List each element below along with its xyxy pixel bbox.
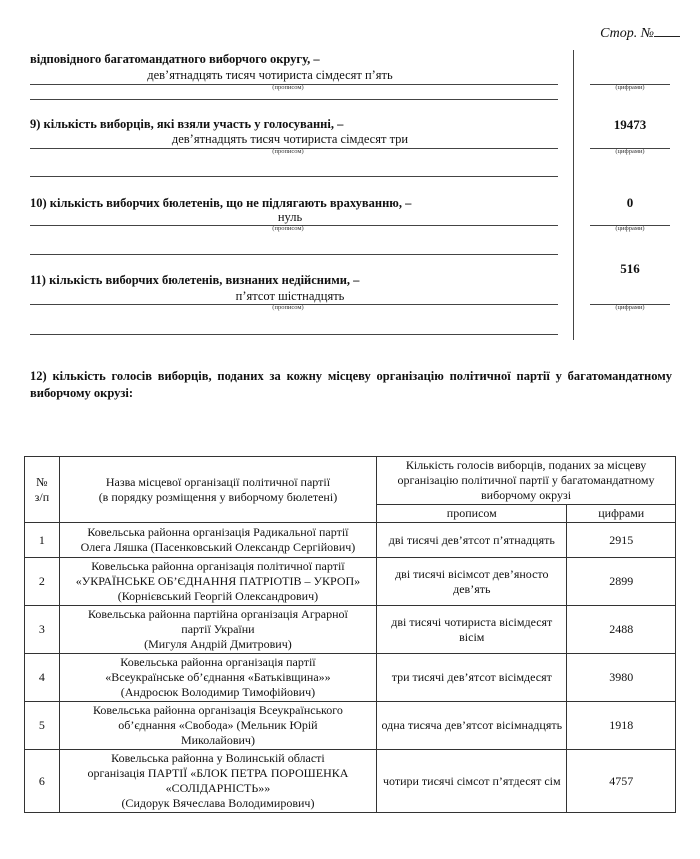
section-11-caption-words: (прописом) <box>272 304 304 311</box>
results-table <box>24 456 676 813</box>
row-number: 4 <box>25 654 60 702</box>
row-party-name-line: Ковельська районна у Волинській області <box>111 751 325 765</box>
row-party-name-line: об’єднання «Свобода» (Мельник Юрій <box>118 718 318 732</box>
section-11-caption-digits: (цифрами) <box>615 304 645 311</box>
header-digits: цифрами <box>567 505 676 523</box>
row-party-name-line: Ковельська районна організація партії <box>120 655 316 669</box>
section-12-text: 12) кількість голосів виборців, поданих за кожну місцеву організацію політичної партії у багатомандатному виборчому окрузі: <box>30 369 672 400</box>
section-10-caption-digits: (цифрами) <box>615 225 645 232</box>
row-number: 5 <box>25 702 60 750</box>
section-10-caption-words: (прописом) <box>272 225 304 232</box>
top-separator <box>30 99 558 100</box>
section-9-caption-digits: (цифрами) <box>615 148 645 155</box>
table-header-row <box>25 457 676 505</box>
row-party-name-line: Ковельська районна організація Всеукраїнського <box>93 703 343 717</box>
row-party-name-line: організація ПАРТІЇ «БЛОК ПЕТРА ПОРОШЕНКА <box>87 766 349 780</box>
row-party-name-line: «Всеукраїнське об’єднання «Батьківщина»» <box>105 670 331 684</box>
row-party-name-line: Олега Ляшка (Пасенковський Олександр Сергійович) <box>80 540 356 554</box>
section-10-title: 10) кількість виборчих бюлетенів, що не підлягають врахуванню, – <box>30 196 412 210</box>
page-number-label <box>600 24 680 42</box>
page-number-text: Стор. № <box>600 26 654 41</box>
row-party-name <box>59 523 376 558</box>
table-row <box>25 750 676 813</box>
top-caption-words: (прописом) <box>272 84 304 91</box>
section-9-separator <box>30 176 558 177</box>
row-party-name <box>59 606 376 654</box>
top-section-words: дев’ятнадцять тисяч чотириста сімдесят п’ять <box>147 68 393 82</box>
table-row <box>25 702 676 750</box>
row-party-name-line: (Корнієвський Георгій Олександрович) <box>117 589 319 603</box>
table-row <box>25 606 676 654</box>
vertical-divider <box>573 50 574 340</box>
section-10-separator <box>30 254 558 255</box>
row-number: 6 <box>25 750 60 813</box>
section-9-value: 19473 <box>613 117 647 132</box>
top-section-title: відповідного багатомандатного виборчого округу, – <box>30 52 320 66</box>
row-party-name-line: Ковельська районна партійна організація Аграрної <box>88 607 348 621</box>
row-votes-digits: 2488 <box>567 606 676 654</box>
row-votes-digits: 2915 <box>567 523 676 558</box>
section-11-title: 11) кількість виборчих бюлетенів, визнаних недійсними, – <box>30 273 360 287</box>
row-party-name <box>59 654 376 702</box>
row-party-name-line: «СОЛІДАРНІСТЬ»» <box>165 781 271 795</box>
row-party-name <box>59 750 376 813</box>
row-number: 2 <box>25 558 60 606</box>
section-11-separator <box>30 334 558 335</box>
table-row <box>25 558 676 606</box>
top-caption-digits: (цифрами) <box>615 84 645 91</box>
row-party-name-line: «УКРАЇНСЬКЕ ОБ’ЄДНАННЯ ПАТРІОТІВ – УКРОП» <box>75 574 361 588</box>
table-row <box>25 523 676 558</box>
row-votes-words: чотири тисячі сімсот п’ятдесят сім <box>377 750 567 813</box>
header-party-name <box>59 457 376 523</box>
header-number <box>25 457 60 523</box>
header-party-name-line1: Назва місцевої організації політичної партії <box>105 474 331 489</box>
row-votes-words: дві тисячі чотириста вісімдесят вісім <box>377 606 567 654</box>
table-row <box>25 654 676 702</box>
section-9-title: 9) кількість виборців, які взяли участь у голосуванні, – <box>30 117 344 131</box>
page-number-blank <box>654 24 680 37</box>
header-number-line1: № <box>36 474 48 489</box>
row-number: 1 <box>25 523 60 558</box>
header-words: прописом <box>377 505 567 523</box>
row-votes-words: три тисячі дев’ятсот вісімдесят <box>377 654 567 702</box>
header-party-name-line2: (в порядку розміщення у виборчому бюлетені) <box>98 489 338 504</box>
row-party-name-line: Миколайович) <box>180 733 255 747</box>
table-body <box>25 523 676 813</box>
row-party-name-line: партії України <box>181 622 255 636</box>
row-votes-words: дві тисячі дев’ятсот п’ятнадцять <box>377 523 567 558</box>
row-votes-digits: 2899 <box>567 558 676 606</box>
header-votes: Кількість голосів виборців, поданих за місцеву організацію політичної партії у багатомандатному виборчому окрузі <box>377 457 676 505</box>
section-9-words: дев’ятнадцять тисяч чотириста сімдесят три <box>171 132 409 146</box>
row-number: 3 <box>25 606 60 654</box>
row-party-name-line: Ковельська районна організація політичної партії <box>91 559 345 573</box>
section-11-value: 516 <box>620 261 640 276</box>
row-party-name-line: (Сидорук Вячеслава Володимирович) <box>121 796 315 810</box>
header-number-line2: з/п <box>34 489 50 504</box>
section-9-caption-words: (прописом) <box>272 148 304 155</box>
section-10-words: нуль <box>277 210 303 224</box>
row-party-name-line: (Андросюк Володимир Тимофійович) <box>120 685 316 699</box>
row-votes-digits: 3980 <box>567 654 676 702</box>
row-votes-digits: 4757 <box>567 750 676 813</box>
section-11-words: п’ятсот шістнадцять <box>235 289 345 303</box>
row-party-name <box>59 702 376 750</box>
row-votes-words: дві тисячі вісімсот дев’яносто дев’ять <box>377 558 567 606</box>
row-votes-words: одна тисяча дев’ятсот вісімнадцять <box>377 702 567 750</box>
row-party-name-line: Ковельська районна організація Радикальної партії <box>87 525 349 539</box>
section-10-value: 0 <box>626 195 634 210</box>
row-party-name-line: (Мигуля Андрій Дмитрович) <box>144 637 292 651</box>
row-party-name <box>59 558 376 606</box>
row-votes-digits: 1918 <box>567 702 676 750</box>
